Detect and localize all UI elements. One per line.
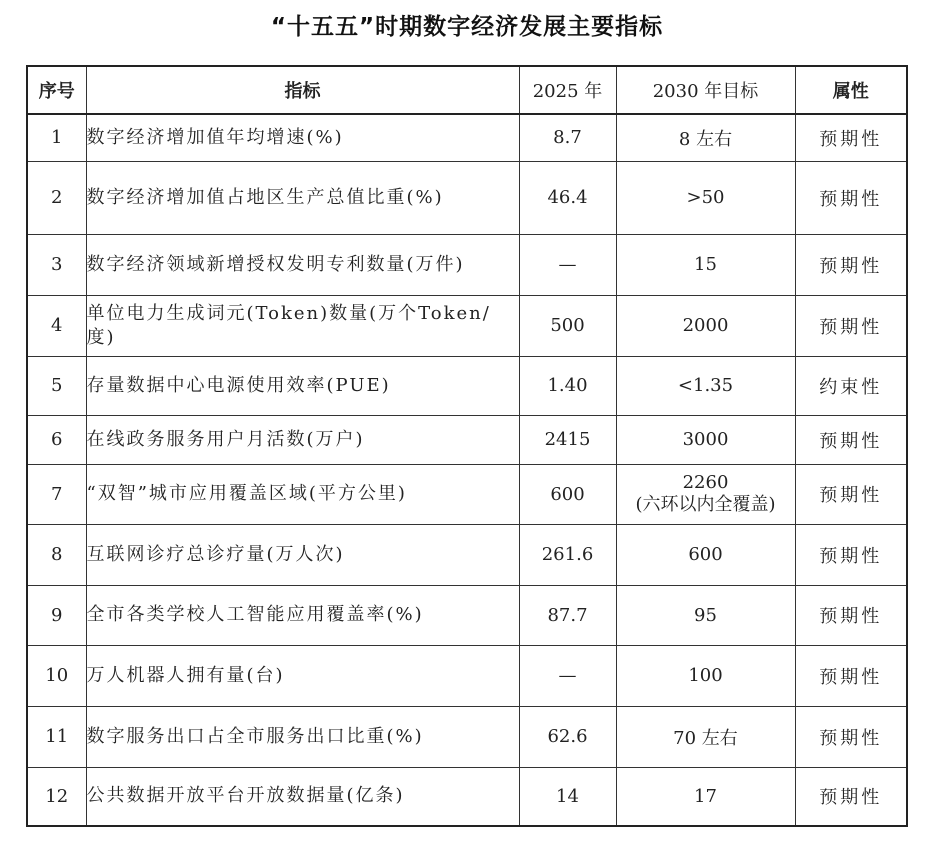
row-attribute: 预期性 bbox=[795, 645, 907, 706]
row-seq: 5 bbox=[27, 356, 86, 415]
row-target-2030 bbox=[616, 114, 795, 161]
table-header-row bbox=[27, 66, 907, 114]
header-attribute: 属性 bbox=[795, 66, 907, 114]
row-indicator: 全市各类学校人工智能应用覆盖率(%) bbox=[86, 585, 519, 645]
row-target-2030 bbox=[616, 295, 795, 356]
row-attribute: 约束性 bbox=[795, 356, 907, 415]
row-attribute: 预期性 bbox=[795, 767, 907, 826]
row-seq: 6 bbox=[27, 415, 86, 464]
row-attribute: 预期性 bbox=[795, 464, 907, 524]
target-value: >50 bbox=[686, 187, 725, 208]
row-indicator: “双智”城市应用覆盖区域(平方公里) bbox=[86, 464, 519, 524]
row-seq: 1 bbox=[27, 114, 86, 161]
row-value-2025: 62.6 bbox=[519, 706, 616, 767]
row-attribute: 预期性 bbox=[795, 706, 907, 767]
row-value-2025: — bbox=[519, 645, 616, 706]
row-seq: 4 bbox=[27, 295, 86, 356]
row-seq: 8 bbox=[27, 524, 86, 585]
table-row bbox=[27, 645, 907, 706]
header-seq: 序号 bbox=[27, 66, 86, 114]
row-target-2030 bbox=[616, 464, 795, 524]
table-row bbox=[27, 234, 907, 295]
row-target-2030 bbox=[616, 645, 795, 706]
table-row bbox=[27, 706, 907, 767]
row-indicator: 万人机器人拥有量(台) bbox=[86, 645, 519, 706]
row-indicator: 数字服务出口占全市服务出口比重(%) bbox=[86, 706, 519, 767]
row-seq: 3 bbox=[27, 234, 86, 295]
header-2025: 2025 年 bbox=[519, 66, 616, 114]
row-value-2025: 46.4 bbox=[519, 161, 616, 234]
row-value-2025: 261.6 bbox=[519, 524, 616, 585]
row-value-2025: 2415 bbox=[519, 415, 616, 464]
table-row bbox=[27, 161, 907, 234]
row-indicator: 公共数据开放平台开放数据量(亿条) bbox=[86, 767, 519, 826]
row-seq: 7 bbox=[27, 464, 86, 524]
row-attribute: 预期性 bbox=[795, 295, 907, 356]
table-row bbox=[27, 356, 907, 415]
row-target-2030 bbox=[616, 356, 795, 415]
row-target-2030 bbox=[616, 524, 795, 585]
row-indicator: 存量数据中心电源使用效率(PUE) bbox=[86, 356, 519, 415]
indicators-table bbox=[26, 65, 908, 827]
target-value: 600 bbox=[688, 544, 723, 565]
row-seq: 12 bbox=[27, 767, 86, 826]
table-row bbox=[27, 295, 907, 356]
row-indicator: 数字经济领域新增授权发明专利数量(万件) bbox=[86, 234, 519, 295]
row-attribute: 预期性 bbox=[795, 524, 907, 585]
target-value: 2260 bbox=[682, 472, 729, 493]
row-attribute: 预期性 bbox=[795, 234, 907, 295]
row-seq: 10 bbox=[27, 645, 86, 706]
target-value: 8 左右 bbox=[678, 128, 733, 150]
row-indicator: 单位电力生成词元(Token)数量(万个Token/度) bbox=[86, 295, 519, 356]
row-value-2025: 500 bbox=[519, 295, 616, 356]
target-value: 15 bbox=[694, 254, 717, 275]
table-row bbox=[27, 585, 907, 645]
target-value: 3000 bbox=[682, 429, 729, 450]
row-indicator: 在线政务服务用户月活数(万户) bbox=[86, 415, 519, 464]
target-value: 95 bbox=[694, 604, 717, 626]
row-target-2030 bbox=[616, 767, 795, 826]
target-value: 100 bbox=[688, 665, 723, 686]
target-value: 17 bbox=[694, 785, 717, 807]
row-attribute: 预期性 bbox=[795, 114, 907, 161]
target-note: (六环以内全覆盖) bbox=[635, 494, 776, 515]
table-row bbox=[27, 524, 907, 585]
row-value-2025: 8.7 bbox=[519, 114, 616, 161]
row-indicator: 数字经济增加值年均增速(%) bbox=[86, 114, 519, 161]
header-2030-target: 2030 年目标 bbox=[616, 66, 795, 114]
target-value: 2000 bbox=[682, 315, 729, 336]
row-value-2025: 1.40 bbox=[519, 356, 616, 415]
row-attribute: 预期性 bbox=[795, 585, 907, 645]
row-attribute: 预期性 bbox=[795, 161, 907, 234]
row-seq: 9 bbox=[27, 585, 86, 645]
row-value-2025: — bbox=[519, 234, 616, 295]
row-value-2025: 14 bbox=[519, 767, 616, 826]
row-attribute: 预期性 bbox=[795, 415, 907, 464]
table-body bbox=[27, 114, 907, 826]
target-value: 70 左右 bbox=[673, 727, 738, 749]
table-row bbox=[27, 114, 907, 161]
row-target-2030 bbox=[616, 234, 795, 295]
table-row bbox=[27, 464, 907, 524]
row-target-2030 bbox=[616, 415, 795, 464]
row-indicator: 数字经济增加值占地区生产总值比重(%) bbox=[86, 161, 519, 234]
row-target-2030 bbox=[616, 161, 795, 234]
row-seq: 2 bbox=[27, 161, 86, 234]
table-row bbox=[27, 767, 907, 826]
header-indicator: 指标 bbox=[86, 66, 519, 114]
row-value-2025: 87.7 bbox=[519, 585, 616, 645]
table-row bbox=[27, 415, 907, 464]
target-value: <1.35 bbox=[677, 375, 734, 396]
page-title: “十五五”时期数字经济发展主要指标 bbox=[270, 14, 664, 40]
row-target-2030 bbox=[616, 585, 795, 645]
row-target-2030 bbox=[616, 706, 795, 767]
row-value-2025: 600 bbox=[519, 464, 616, 524]
row-indicator: 互联网诊疗总诊疗量(万人次) bbox=[86, 524, 519, 585]
row-seq: 11 bbox=[27, 706, 86, 767]
